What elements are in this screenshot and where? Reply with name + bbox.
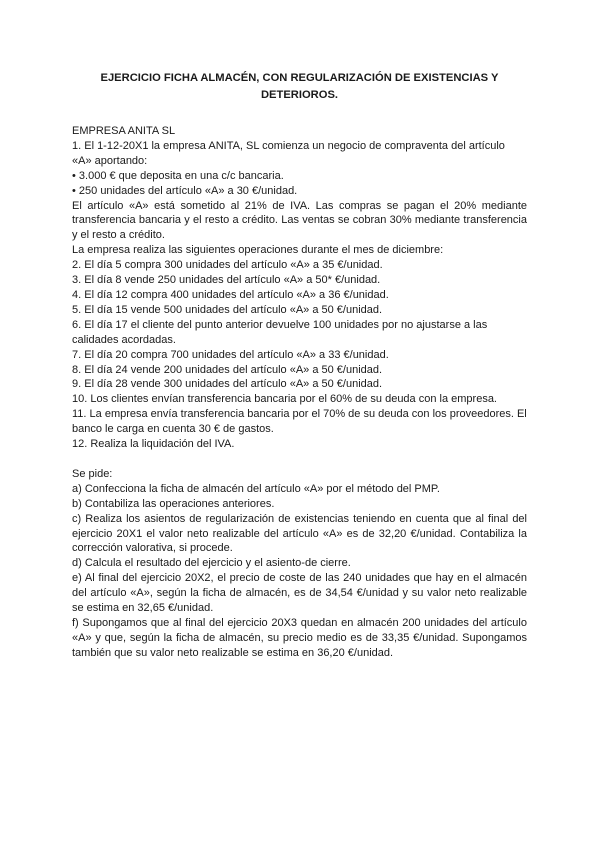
intro-item: 1. El 1-12-20X1 la empresa ANITA, SL comienza un negocio de compraventa del artículo «A» aportando: <box>72 139 505 167</box>
document-page <box>72 70 527 661</box>
ask-item: e) Al final del ejercicio 20X2, el precio de coste de las 240 unidades que hay en el almacén del artículo «A», según la ficha de almacén, es de 34,54 €/unidad y su valor neto realizable se estima en 32,65 €/unidad. <box>72 572 527 615</box>
company-name: EMPRESA ANITA SL <box>72 125 176 137</box>
operation-item: 7. El día 20 compra 700 unidades del artículo «A» a 33 €/unidad. <box>72 348 389 361</box>
intro-item: • 250 unidades del artículo «A» a 30 €/unidad. <box>72 184 298 197</box>
spacer <box>72 452 527 467</box>
operation-item: 6. El día 17 el cliente del punto anterior devuelve 100 unidades por no ajustarse a las calidades acordadas. <box>72 318 488 346</box>
operation-item: 12. Realiza la liquidación del IVA. <box>72 438 235 451</box>
ask-item: a) Confecciona la ficha de almacén del artículo «A» por el método del PMP. <box>72 482 440 495</box>
operation-item: 4. El día 12 compra 400 unidades del artículo «A» a 36 €/unidad. <box>72 288 389 301</box>
ask-item: b) Contabiliza las operaciones anteriores. <box>72 497 275 510</box>
operation-item: 9. El día 28 vende 300 unidades del artículo «A» a 50 €/unidad. <box>72 378 383 391</box>
document-body <box>72 124 527 661</box>
ask-item: d) Calcula el resultado del ejercicio y el asiento-de cierre. <box>72 557 351 570</box>
operation-item: 5. El día 15 vende 500 unidades del artículo «A» a 50 €/unidad. <box>72 303 383 316</box>
operation-item: 2. El día 5 compra 300 unidades del artículo «A» a 35 €/unidad. <box>72 259 383 272</box>
ask-item: f) Supongamos que al final del ejercicio 20X3 quedan en almacén 200 unidades del artículo «A» y que, según la ficha de almacén, su precio medio es de 33,35 €/unidad. Supongamos también que su valor neto realizable se estima en 36,20 €/unidad. <box>72 617 527 659</box>
vat-terms: El artículo «A» está sometido al 21% de IVA. Las compras se pagan el 20% mediante transferencia bancaria y el resto a crédito. Las ventas se cobran 30% mediante transferencia y el resto a crédito. <box>72 199 527 242</box>
operation-item: 11. La empresa envía transferencia bancaria por el 70% de su deuda con los proveedores. El banco le carga en cuenta 30 € de gastos. <box>72 408 527 436</box>
operation-item: 3. El día 8 vende 250 unidades del artículo «A» a 50* €/unidad. <box>72 274 381 287</box>
asks-label: Se pide: <box>72 467 113 480</box>
ask-item: c) Realiza los asientos de regularización de existencias teniendo en cuenta que al final del ejercicio 20X1 el valor neto realizable del artículo «A» es de 32,20 €/unidad. Contabiliza la corrección valorativa, si procede. <box>72 512 527 555</box>
operation-item: 10. Los clientes envían transferencia bancaria por el 60% de su deuda con la empresa. <box>72 393 497 406</box>
document-title: EJERCICIO FICHA ALMACÉN, CON REGULARIZACIÓN DE EXISTENCIAS Y DETERIOROS. <box>100 72 499 101</box>
operations-intro: La empresa realiza las siguientes operaciones durante el mes de diciembre: <box>72 244 444 257</box>
intro-item: • 3.000 € que deposita en una c/c bancaria. <box>72 169 284 182</box>
operation-item: 8. El día 24 vende 200 unidades del artículo «A» a 50 €/unidad. <box>72 363 383 376</box>
